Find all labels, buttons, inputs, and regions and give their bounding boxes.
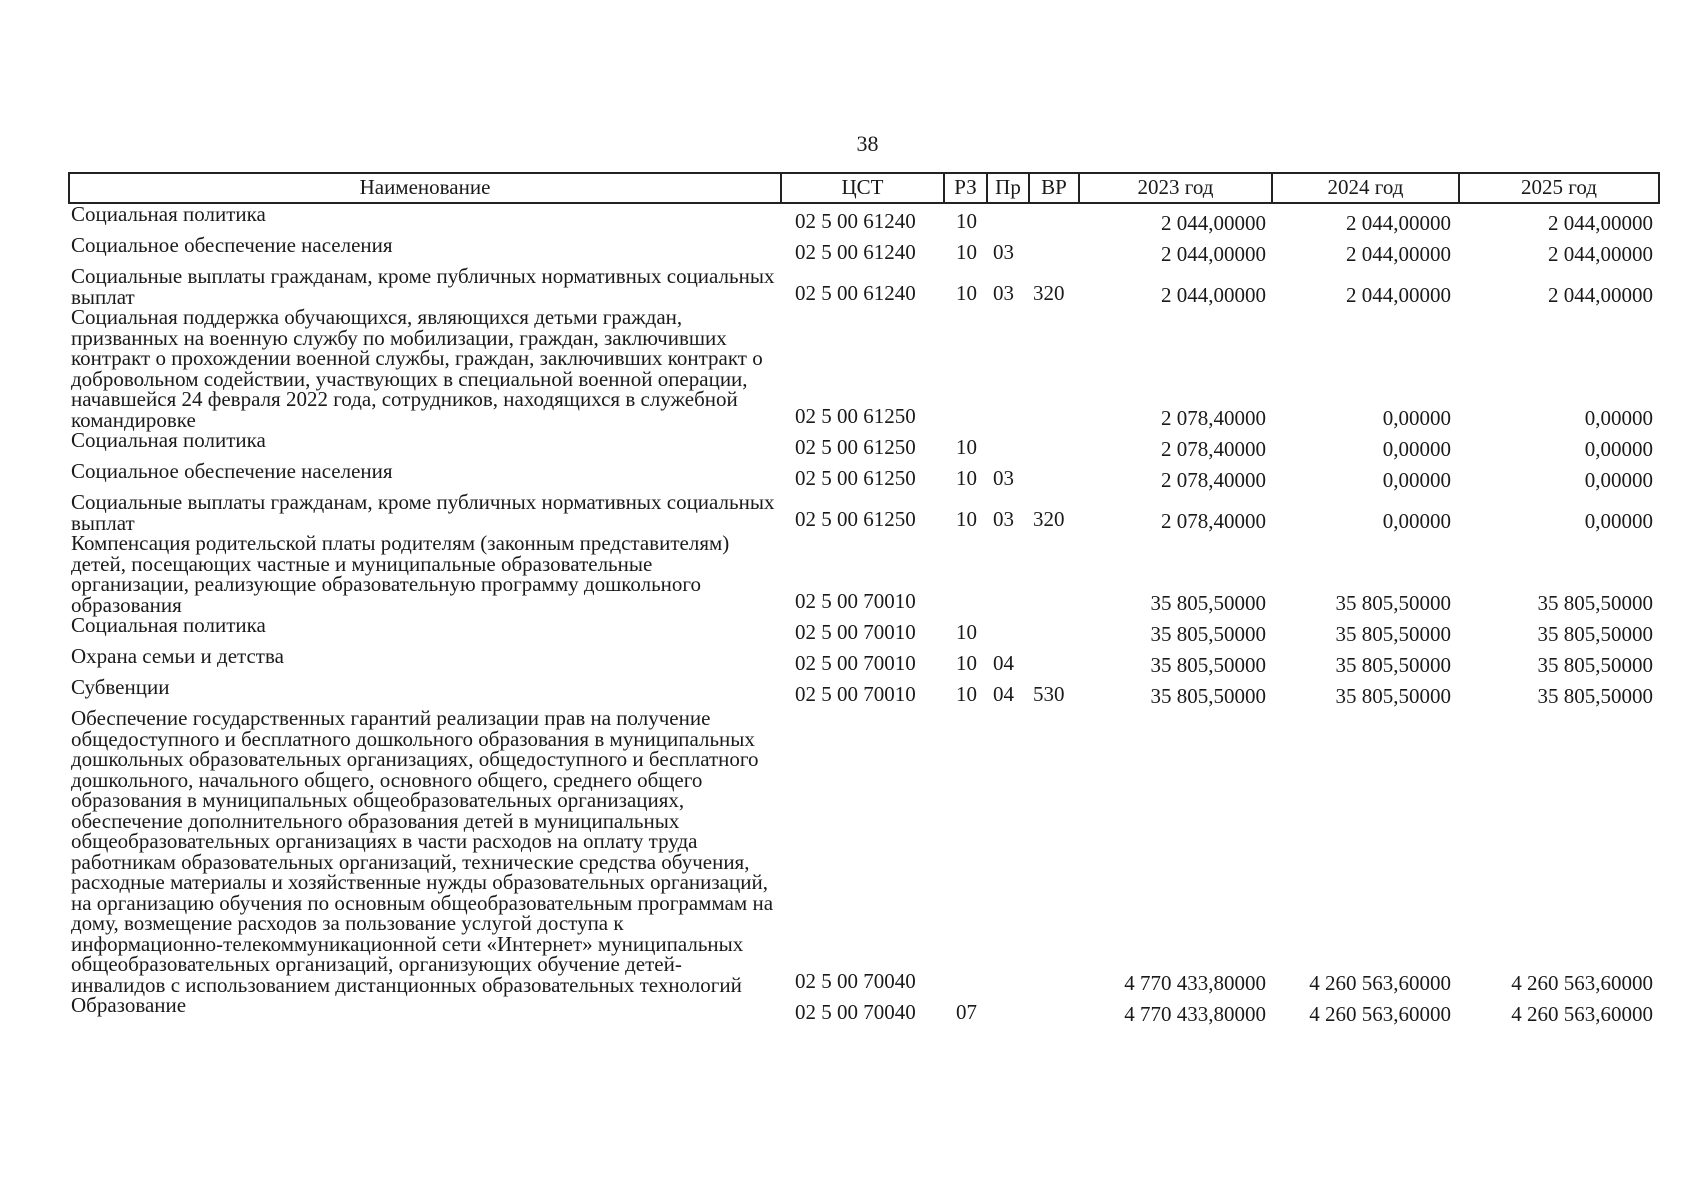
- cell-2025: 0,00000: [1584, 468, 1653, 492]
- cell-pr: 04: [993, 682, 1014, 706]
- header-rz: РЗ: [944, 173, 987, 203]
- table-row: [69, 646, 1659, 677]
- cell-rz: [944, 307, 987, 430]
- cell-vr: [1029, 307, 1079, 430]
- cell-cst: 02 5 00 70010: [795, 589, 916, 613]
- header-pr: Пр: [987, 173, 1029, 203]
- cell-2025: 4 260 563,60000: [1511, 1002, 1653, 1026]
- cell-vr: [1029, 430, 1079, 461]
- cell-vr: 320: [1033, 507, 1065, 531]
- cell-name: Образование: [71, 993, 187, 1017]
- cell-cst: 02 5 00 61240: [795, 240, 916, 264]
- cell-cst: 02 5 00 61240: [795, 209, 916, 233]
- cell-cst: 02 5 00 70010: [795, 620, 916, 644]
- header-2025: 2025 год: [1459, 173, 1659, 203]
- cell-pr: [987, 533, 1029, 615]
- cell-cst: 02 5 00 70040: [795, 1000, 916, 1024]
- cell-2025: 0,00000: [1584, 437, 1653, 461]
- cell-name: Социальная поддержка обучающихся, являющихся детьми граждан, призванных на военную службу по мобилизации, граждан, заключивших контракт о прохождении военной службы, граждан, заключивших контракт о добровольном содействии, участвующих в специальной военной операции, начавшейся 24 февраля 2022 года, сотрудников, находящихся в служебной командировке: [71, 305, 763, 432]
- cell-cst: 02 5 00 70040: [795, 969, 916, 993]
- cell-rz: 10: [956, 507, 977, 531]
- cell-2025: 2 044,00000: [1548, 211, 1653, 235]
- cell-2024: 35 805,50000: [1335, 591, 1451, 615]
- header-row: [69, 173, 1659, 203]
- cell-rz: 10: [956, 209, 977, 233]
- cell-name: Социальная политика: [71, 202, 266, 226]
- cell-vr: 320: [1033, 281, 1065, 305]
- cell-vr: [1029, 203, 1079, 235]
- cell-2025: 0,00000: [1584, 509, 1653, 533]
- cell-name: Компенсация родительской платы родителям (законным представителям) детей, посещающих частные и муниципальные образовательные организации, реализующие образовательную программу дошкольного образования: [71, 531, 730, 617]
- cell-rz: 07: [956, 1000, 977, 1024]
- cell-2023: 4 770 433,80000: [1124, 971, 1266, 995]
- cell-rz: 10: [956, 281, 977, 305]
- cell-2024: 2 044,00000: [1346, 211, 1451, 235]
- table-row: [69, 677, 1659, 708]
- cell-2023: 35 805,50000: [1150, 653, 1266, 677]
- cell-pr: 03: [993, 507, 1014, 531]
- cell-pr: [987, 615, 1029, 646]
- cell-2024: 0,00000: [1382, 509, 1451, 533]
- cell-2023: 2 044,00000: [1161, 283, 1266, 307]
- cell-2024: 0,00000: [1382, 468, 1451, 492]
- cell-cst: 02 5 00 61240: [795, 281, 916, 305]
- header-cst: ЦСТ: [781, 173, 944, 203]
- cell-pr: [987, 430, 1029, 461]
- cell-name: Обеспечение государственных гарантий реализации прав на получение общедоступного и бесплатного дошкольного образования в муниципальных дошкольных образовательных организациях, общедоступного и бесплатного дошкольного, начального общего, основного общего, среднего общего образования в муниципальных общеобразовательных организациях, обеспечение дополнительного образования детей в муниципальных общеобразовательных организациях в части расходов на оплату труда работникам образовательных организаций, технические средства обучения, расходные материалы и хозяйственные нужды образовательных организаций, на организацию обучения по основным общеобразовательным программам на дому, возмещение расходов за пользование услугой доступа к информационно-телекоммуникационной сети «Интернет» муниципальных общеобразовательных организаций, организующих обучение детей-инвалидов с использованием дистанционных образовательных технологий: [71, 706, 774, 997]
- cell-2024: 2 044,00000: [1346, 242, 1451, 266]
- cell-2025: 0,00000: [1584, 406, 1653, 430]
- cell-name: Социальная политика: [71, 613, 266, 637]
- cell-cst: 02 5 00 70010: [795, 651, 916, 675]
- cell-2025: 35 805,50000: [1537, 653, 1653, 677]
- cell-2025: 4 260 563,60000: [1511, 971, 1653, 995]
- cell-2023: 35 805,50000: [1150, 622, 1266, 646]
- header-name: Наименование: [69, 173, 781, 203]
- table-header: [69, 173, 1659, 203]
- cell-cst: 02 5 00 61250: [795, 507, 916, 531]
- cell-cst: 02 5 00 70010: [795, 682, 916, 706]
- cell-pr: [987, 203, 1029, 235]
- cell-name: Социальные выплаты гражданам, кроме публичных нормативных социальных выплат: [71, 264, 775, 309]
- cell-rz: [944, 708, 987, 995]
- cell-pr: 03: [993, 240, 1014, 264]
- cell-name: Социальная политика: [71, 428, 266, 452]
- cell-2023: 35 805,50000: [1150, 684, 1266, 708]
- table-row: [69, 430, 1659, 461]
- cell-pr: [987, 307, 1029, 430]
- header-2023: 2023 год: [1079, 173, 1272, 203]
- cell-vr: 530: [1033, 682, 1065, 706]
- cell-vr: [1029, 646, 1079, 677]
- cell-cst: 02 5 00 61250: [795, 435, 916, 459]
- page-number: 38: [856, 131, 879, 156]
- table-row: [69, 461, 1659, 492]
- cell-vr: [1029, 461, 1079, 492]
- cell-2023: 2 078,40000: [1161, 468, 1266, 492]
- cell-2024: 35 805,50000: [1335, 653, 1451, 677]
- header-2024: 2024 год: [1272, 173, 1459, 203]
- table-row: [69, 492, 1659, 533]
- cell-vr: [1029, 533, 1079, 615]
- table-row: [69, 307, 1659, 430]
- cell-name: Социальное обеспечение населения: [71, 233, 393, 257]
- cell-name: Социальное обеспечение населения: [71, 459, 393, 483]
- cell-vr: [1029, 995, 1079, 1026]
- cell-vr: [1029, 708, 1079, 995]
- cell-2025: 35 805,50000: [1537, 622, 1653, 646]
- cell-pr: [987, 708, 1029, 995]
- cell-2023: 2 078,40000: [1161, 509, 1266, 533]
- cell-rz: 10: [956, 435, 977, 459]
- table-row: [69, 995, 1659, 1026]
- cell-2025: 2 044,00000: [1548, 283, 1653, 307]
- cell-2024: 35 805,50000: [1335, 622, 1451, 646]
- cell-2023: 35 805,50000: [1150, 591, 1266, 615]
- cell-2024: 0,00000: [1382, 406, 1451, 430]
- cell-2024: 4 260 563,60000: [1309, 1002, 1451, 1026]
- cell-vr: [1029, 615, 1079, 646]
- table-body: [69, 203, 1659, 1026]
- cell-name: Охрана семьи и детства: [71, 644, 284, 668]
- cell-pr: 03: [993, 466, 1014, 490]
- cell-name: Социальные выплаты гражданам, кроме публичных нормативных социальных выплат: [71, 490, 775, 535]
- cell-2025: 35 805,50000: [1537, 684, 1653, 708]
- cell-2023: 4 770 433,80000: [1124, 1002, 1266, 1026]
- cell-rz: 10: [956, 620, 977, 644]
- cell-pr: 03: [993, 281, 1014, 305]
- cell-2024: 2 044,00000: [1346, 283, 1451, 307]
- cell-2023: 2 078,40000: [1161, 437, 1266, 461]
- budget-table: [68, 172, 1660, 1026]
- table-row: [69, 708, 1659, 995]
- cell-vr: [1029, 235, 1079, 266]
- cell-2024: 0,00000: [1382, 437, 1451, 461]
- cell-pr: [987, 995, 1029, 1026]
- table-row: [69, 235, 1659, 266]
- header-vr: ВР: [1029, 173, 1079, 203]
- cell-rz: 10: [956, 651, 977, 675]
- cell-rz: [944, 533, 987, 615]
- cell-rz: 10: [956, 240, 977, 264]
- cell-2023: 2 044,00000: [1161, 242, 1266, 266]
- cell-2024: 4 260 563,60000: [1309, 971, 1451, 995]
- table-row: [69, 266, 1659, 307]
- cell-rz: 10: [956, 466, 977, 490]
- cell-name: Субвенции: [71, 675, 170, 699]
- cell-2023: 2 078,40000: [1161, 406, 1266, 430]
- cell-2025: 2 044,00000: [1548, 242, 1653, 266]
- cell-pr: 04: [993, 651, 1014, 675]
- cell-cst: 02 5 00 61250: [795, 466, 916, 490]
- cell-cst: 02 5 00 61250: [795, 404, 916, 428]
- cell-2025: 35 805,50000: [1537, 591, 1653, 615]
- cell-2023: 2 044,00000: [1161, 211, 1266, 235]
- table-row: [69, 203, 1659, 235]
- table-row: [69, 615, 1659, 646]
- cell-rz: 10: [956, 682, 977, 706]
- table-row: [69, 533, 1659, 615]
- cell-2024: 35 805,50000: [1335, 684, 1451, 708]
